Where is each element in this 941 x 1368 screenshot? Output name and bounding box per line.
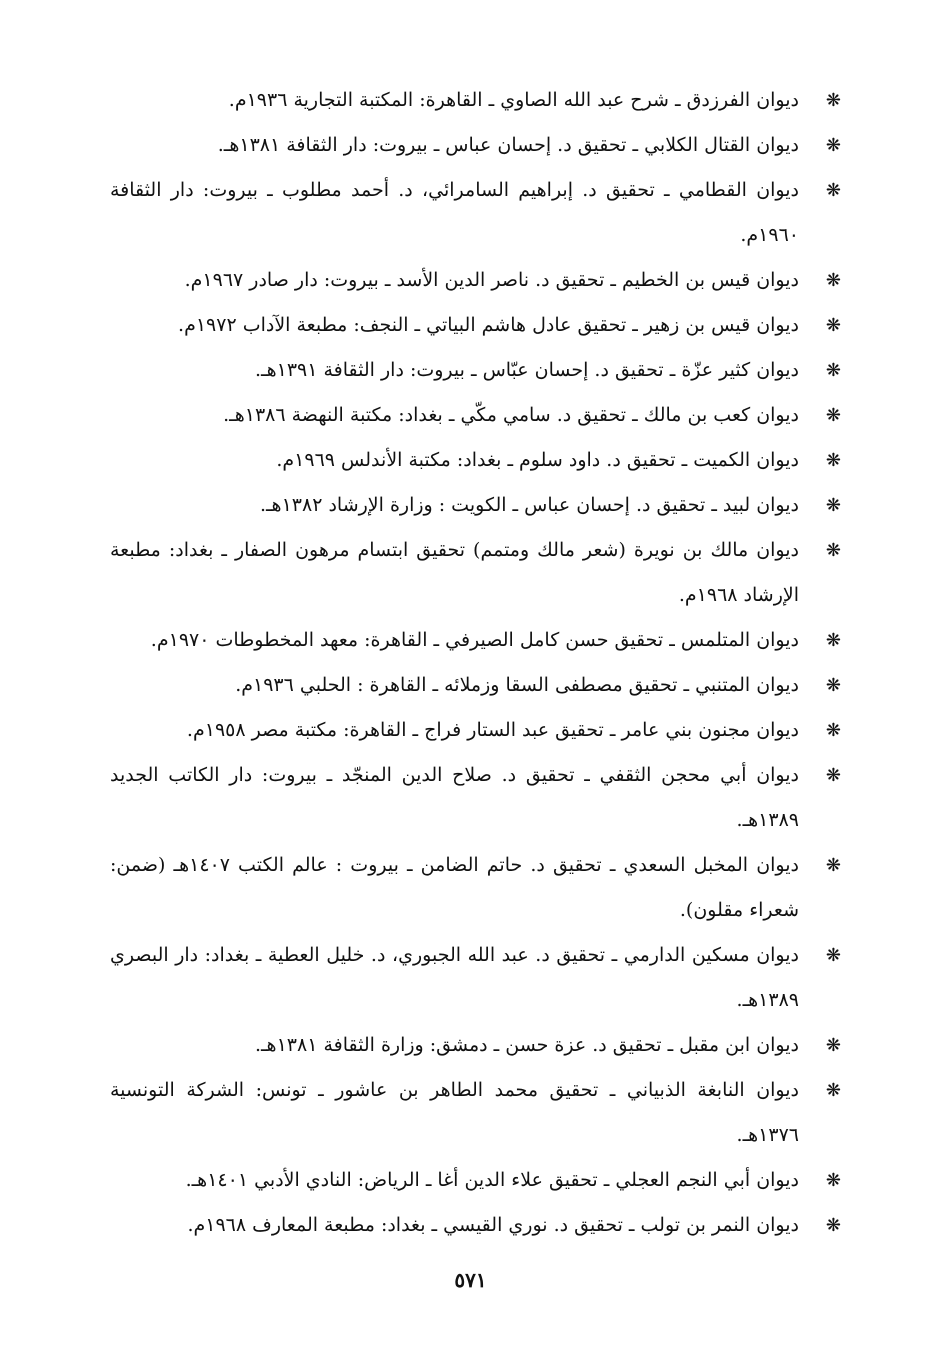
reference-text: ديوان النابغة الذبياني ـ تحقيق محمد الطاهر بن عاشور ـ تونس: الشركة التونسية ١٣٧٦هـ. bbox=[110, 1079, 799, 1146]
reference-text: ديوان الفرزدق ـ شرح عبد الله الصاوي ـ القاهرة: المكتبة التجارية ١٩٣٦م. bbox=[228, 89, 799, 111]
reference-text: ديوان المخبل السعدي ـ تحقيق د. حاتم الضامن ـ بيروت : عالم الكتب ١٤٠٧هـ (ضمن: شعراء مقلون). bbox=[110, 854, 799, 921]
asterism-bullet-icon: ❋ bbox=[825, 180, 841, 201]
asterism-bullet-icon: ❋ bbox=[825, 540, 841, 561]
reference-text: ديوان المتنبي ـ تحقيق مصطفى السقا وزملائه ـ القاهرة : الحلبي ١٩٣٦م. bbox=[235, 674, 799, 696]
reference-text: ديوان القطامي ـ تحقيق د. إبراهيم السامرائي، د. أحمد مطلوب ـ بيروت: دار الثقافة ١٩٦٠م. bbox=[110, 179, 799, 246]
list-item bbox=[110, 123, 841, 168]
list-item bbox=[110, 753, 841, 843]
reference-text: ديوان ابن مقبل ـ تحقيق د. عزة حسن ـ دمشق: وزارة الثقافة ١٣٨١هـ. bbox=[254, 1034, 799, 1056]
asterism-bullet-icon: ❋ bbox=[825, 135, 841, 156]
asterism-bullet-icon: ❋ bbox=[825, 270, 841, 291]
asterism-bullet-icon: ❋ bbox=[825, 450, 841, 471]
reference-text: ديوان مسكين الدارمي ـ تحقيق د. عبد الله الجبوري، د. خليل العطية ـ بغداد: دار البصري ١٣٨٩هـ. bbox=[110, 944, 799, 1011]
list-item bbox=[110, 393, 841, 438]
asterism-bullet-icon: ❋ bbox=[825, 360, 841, 381]
list-item bbox=[110, 663, 841, 708]
asterism-bullet-icon: ❋ bbox=[825, 675, 841, 696]
reference-text: ديوان أبي النجم العجلي ـ تحقيق علاء الدين أغا ـ الرياض: النادي الأدبي ١٤٠١هـ. bbox=[185, 1169, 799, 1191]
list-item bbox=[110, 933, 841, 1023]
reference-text: ديوان قيس بن زهير ـ تحقيق عادل هاشم البياتي ـ النجف: مطبعة الآداب ١٩٧٢م. bbox=[178, 314, 799, 336]
list-item bbox=[110, 78, 841, 123]
asterism-bullet-icon: ❋ bbox=[825, 315, 841, 336]
asterism-bullet-icon: ❋ bbox=[825, 765, 841, 786]
asterism-bullet-icon: ❋ bbox=[825, 1215, 841, 1236]
list-item bbox=[110, 303, 841, 348]
list-item bbox=[110, 348, 841, 393]
bibliography-list bbox=[110, 78, 841, 1248]
list-item bbox=[110, 483, 841, 528]
list-item bbox=[110, 438, 841, 483]
reference-text: ديوان أبي محجن الثقفي ـ تحقيق د. صلاح الدين المنجّد ـ بيروت: دار الكاتب الجديد ١٣٨٩هـ. bbox=[110, 764, 799, 831]
asterism-bullet-icon: ❋ bbox=[825, 720, 841, 741]
list-item bbox=[110, 708, 841, 753]
list-item bbox=[110, 168, 841, 258]
reference-text: ديوان المتلمس ـ تحقيق حسن كامل الصيرفي ـ القاهرة: معهد المخطوطات ١٩٧٠م. bbox=[150, 629, 799, 651]
reference-text: ديوان القتال الكلابي ـ تحقيق د. إحسان عباس ـ بيروت: دار الثقافة ١٣٨١هـ. bbox=[217, 134, 799, 156]
reference-text: ديوان مجنون بني عامر ـ تحقيق عبد الستار فراج ـ القاهرة: مكتبة مصر ١٩٥٨م. bbox=[186, 719, 799, 741]
reference-text: ديوان الكميت ـ تحقيق د. داود سلوم ـ بغداد: مكتبة الأندلس ١٩٦٩م. bbox=[276, 449, 799, 471]
list-item bbox=[110, 528, 841, 618]
list-item bbox=[110, 618, 841, 663]
asterism-bullet-icon: ❋ bbox=[825, 1035, 841, 1056]
reference-text: ديوان قيس بن الخطيم ـ تحقيق د. ناصر الدين الأسد ـ بيروت: دار صادر ١٩٦٧م. bbox=[184, 269, 799, 291]
asterism-bullet-icon: ❋ bbox=[825, 855, 841, 876]
list-item bbox=[110, 1203, 841, 1248]
list-item bbox=[110, 1158, 841, 1203]
reference-text: ديوان كعب بن مالك ـ تحقيق د. سامي مكّي ـ بغداد: مكتبة النهضة ١٣٨٦هـ. bbox=[223, 404, 799, 426]
reference-text: ديوان لبيد ـ تحقيق د. إحسان عباس ـ الكويت : وزارة الإرشاد ١٣٨٢هـ. bbox=[259, 494, 799, 516]
asterism-bullet-icon: ❋ bbox=[825, 1080, 841, 1101]
asterism-bullet-icon: ❋ bbox=[825, 945, 841, 966]
list-item bbox=[110, 1068, 841, 1158]
asterism-bullet-icon: ❋ bbox=[825, 405, 841, 426]
list-item bbox=[110, 843, 841, 933]
reference-text: ديوان مالك بن نويرة (شعر مالك ومتمم) تحقيق ابتسام مرهون الصفار ـ بغداد: مطبعة الإرشاد ١٩٦٨م. bbox=[110, 539, 799, 606]
asterism-bullet-icon: ❋ bbox=[825, 1170, 841, 1191]
reference-text: ديوان كثير عزّة ـ تحقيق د. إحسان عبّاس ـ بيروت: دار الثقافة ١٣٩١هـ. bbox=[254, 359, 799, 381]
page-number: ٥٧١ bbox=[454, 1268, 487, 1292]
list-item bbox=[110, 258, 841, 303]
asterism-bullet-icon: ❋ bbox=[825, 630, 841, 651]
asterism-bullet-icon: ❋ bbox=[825, 90, 841, 111]
reference-text: ديوان النمر بن تولب ـ تحقيق د. نوري القيسي ـ بغداد: مطبعة المعارف ١٩٦٨م. bbox=[187, 1214, 799, 1236]
asterism-bullet-icon: ❋ bbox=[825, 495, 841, 516]
list-item bbox=[110, 1023, 841, 1068]
